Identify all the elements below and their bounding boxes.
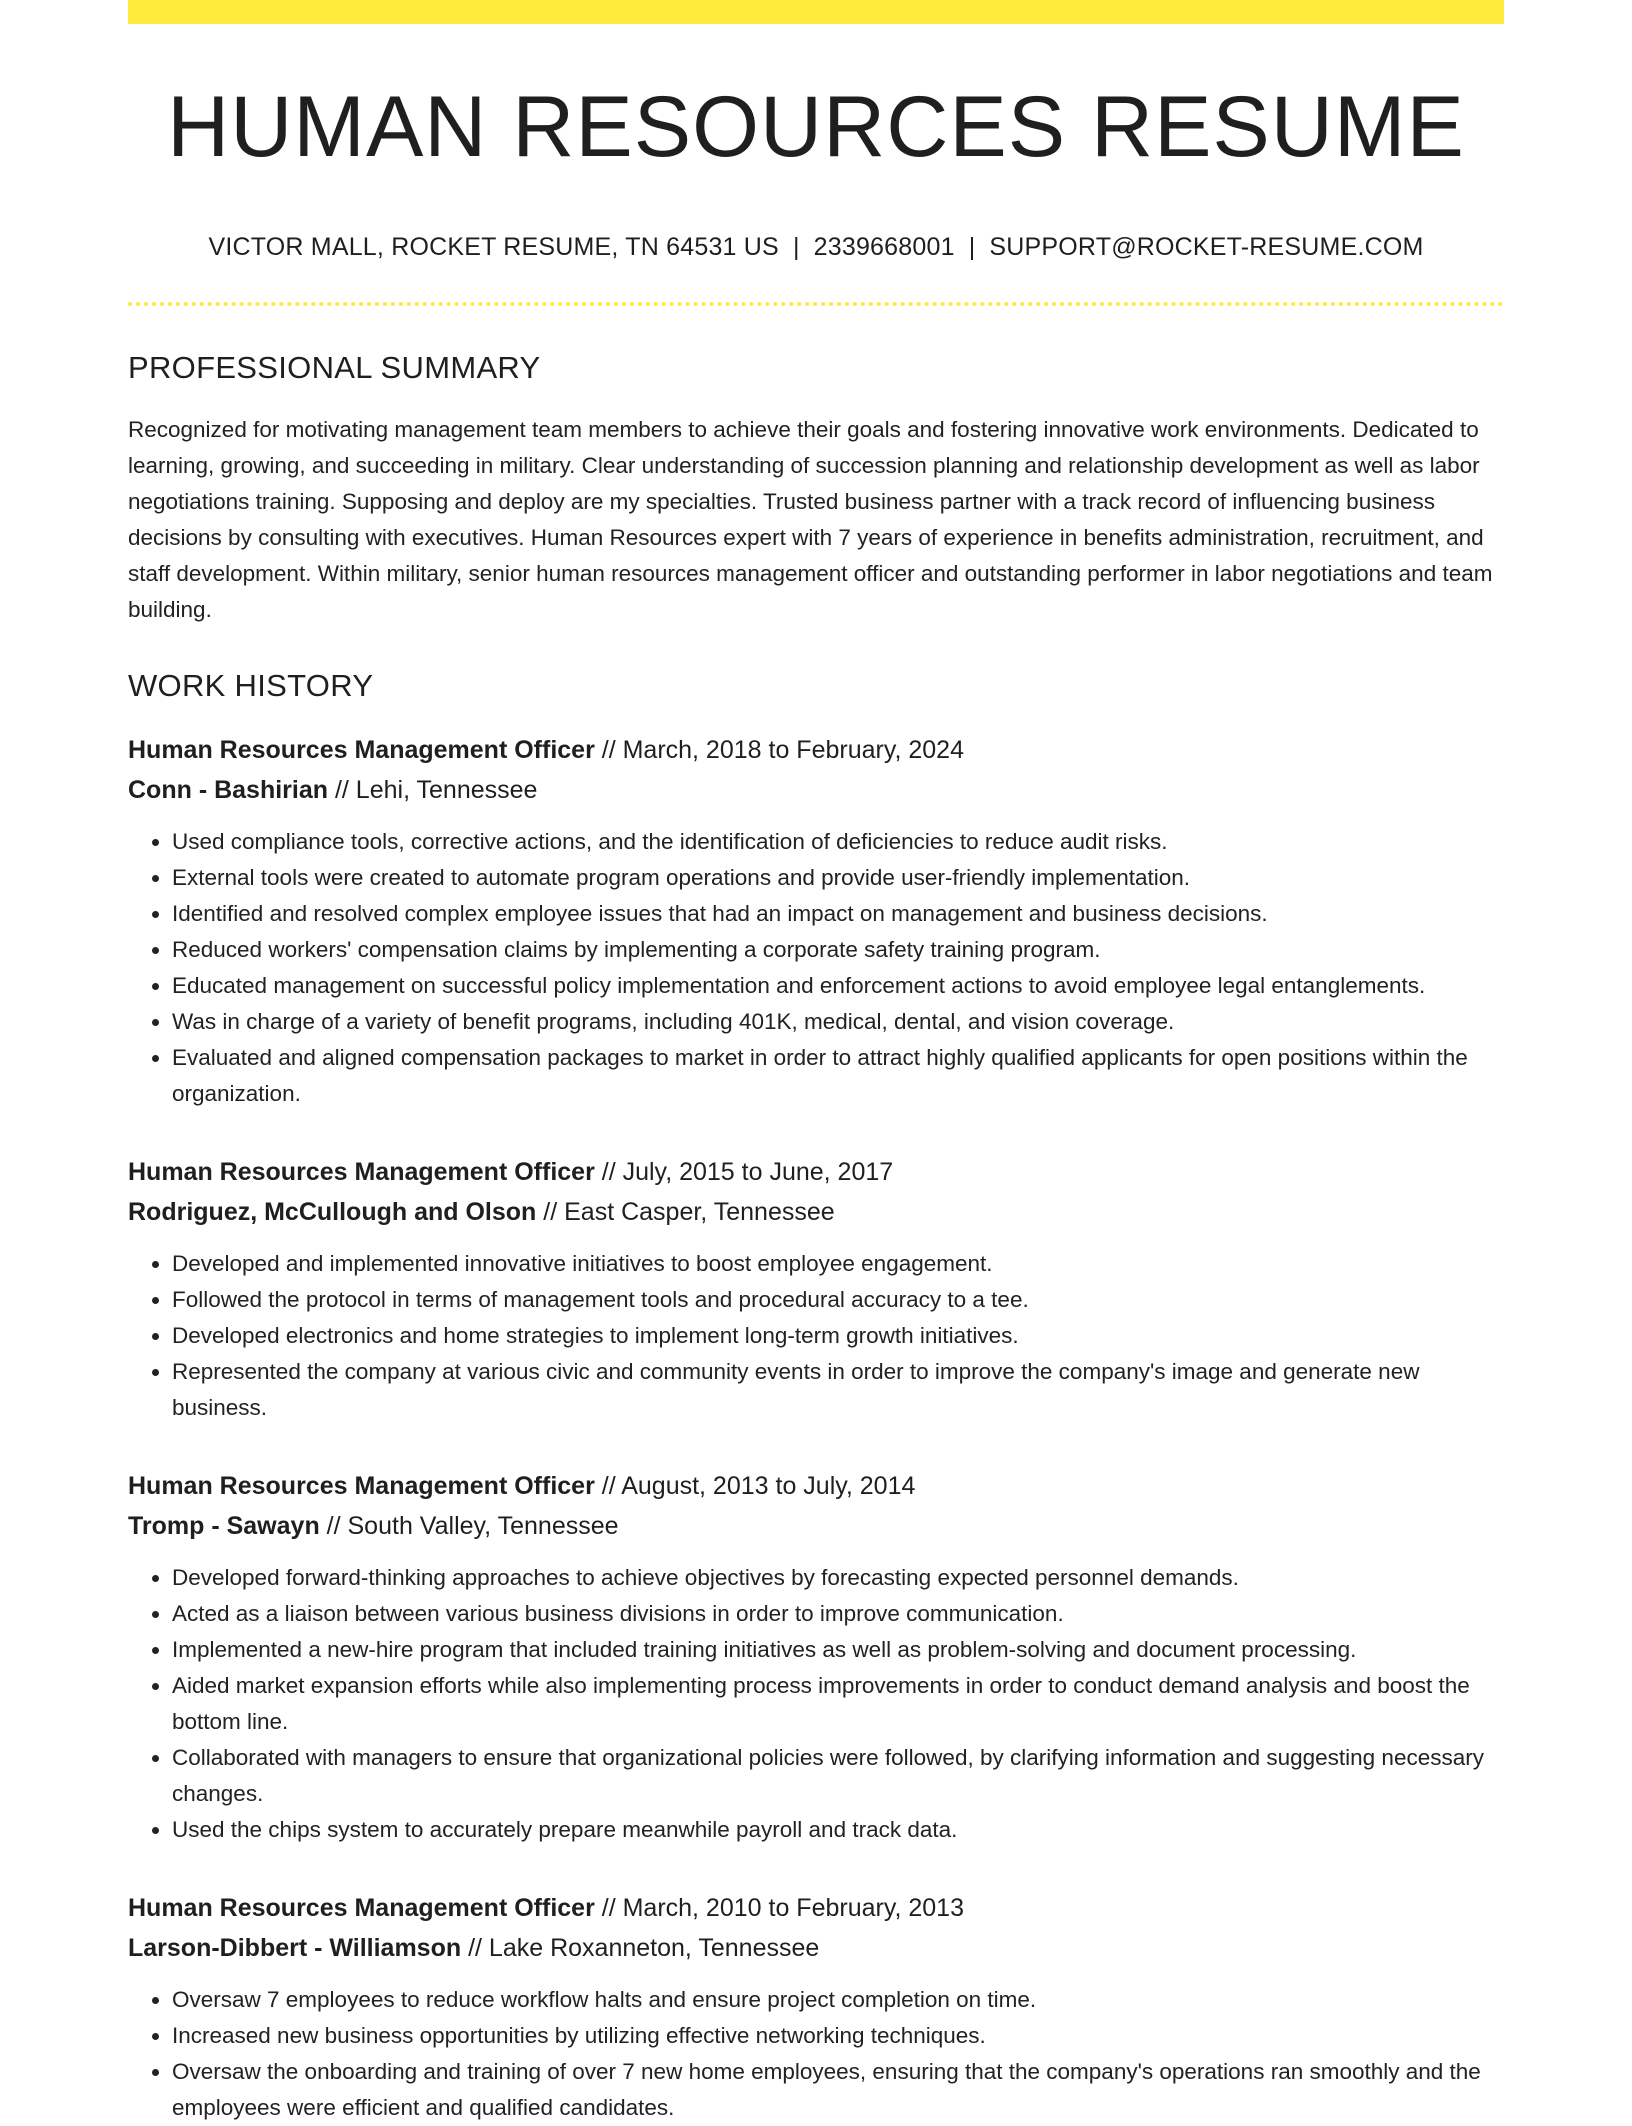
contact-separator: | — [792, 232, 800, 261]
top-accent-bar — [128, 0, 1504, 24]
job-title: Human Resources Management Officer — [128, 1157, 595, 1186]
job-bullets — [128, 1246, 1504, 1426]
job-location: // Lehi, Tennessee — [334, 775, 538, 804]
list-item: • Was in charge of a variety of benefit programs, including 401K, medical, dental, and vision coverage. — [172, 1004, 1504, 1040]
summary-heading: PROFESSIONAL SUMMARY — [128, 349, 541, 385]
job-bullets — [128, 1560, 1504, 1848]
dotted-divider — [128, 302, 1504, 306]
list-item: • External tools were created to automate program operations and provide user-friendly implementation. — [172, 860, 1504, 896]
list-item: • Educated management on successful policy implementation and enforcement actions to avoid employee legal entanglements. — [172, 968, 1504, 1004]
job-location: // South Valley, Tennessee — [326, 1511, 619, 1540]
job-entry — [128, 1152, 1504, 1426]
job-company-line — [128, 1506, 1504, 1546]
job-title-line — [128, 1152, 1504, 1192]
job-title-line — [128, 730, 1504, 770]
job-entry — [128, 1888, 1504, 2126]
job-title: Human Resources Management Officer — [128, 1893, 595, 1922]
list-item: • Developed forward-thinking approaches to achieve objectives by forecasting expected personnel demands. — [172, 1560, 1504, 1596]
job-company-line — [128, 1928, 1504, 1968]
job-company-line — [128, 770, 1504, 810]
job-title-line — [128, 1466, 1504, 1506]
resume-title: HUMAN RESOURCES RESUME — [167, 79, 1465, 175]
job-dates: // July, 2015 to June, 2017 — [601, 1157, 894, 1186]
job-company-line — [128, 1192, 1504, 1232]
contact-line — [128, 233, 1504, 262]
list-item: • Reduced workers' compensation claims by implementing a corporate safety training program. — [172, 932, 1504, 968]
job-entry — [128, 1466, 1504, 1848]
job-location: // East Casper, Tennessee — [543, 1197, 835, 1226]
contact-email: SUPPORT@ROCKET-RESUME.COM — [989, 232, 1424, 261]
job-company: Rodriguez, McCullough and Olson — [128, 1197, 537, 1226]
list-item: • Followed the protocol in terms of management tools and procedural accuracy to a tee. — [172, 1282, 1504, 1318]
list-item: • Increased new business opportunities by utilizing effective networking techniques. — [172, 2018, 1504, 2054]
list-item: • Used compliance tools, corrective actions, and the identification of deficiencies to reduce audit risks. — [172, 824, 1504, 860]
job-company: Larson-Dibbert - Williamson — [128, 1933, 462, 1962]
work-history-heading: WORK HISTORY — [128, 667, 374, 703]
list-item: • Collaborated with managers to ensure that organizational policies were followed, by clarifying information and suggesting necessary changes. — [172, 1740, 1504, 1812]
job-location: // Lake Roxanneton, Tennessee — [468, 1933, 820, 1962]
job-bullets — [128, 1982, 1504, 2126]
contact-phone: 2339668001 — [813, 232, 955, 261]
summary-text: Recognized for motivating management team members to achieve their goals and fostering innovative work environments. Dedicated to learning, growing, and succeeding in military. Clear understanding of succession planning and relationship development as well as labor negotiations training. Supposing and deploy are my specialties. Trusted business partner with a track record of influencing business decisions by consulting with executives. Human Resources expert with 7 years of experience in benefits administration, recruitment, and staff development. Within military, senior human resources management officer and outstanding performer in labor negotiations and team building. — [128, 416, 1493, 622]
job-title: Human Resources Management Officer — [128, 735, 595, 764]
job-company: Conn - Bashirian — [128, 775, 329, 804]
resume-page — [128, 0, 1504, 2126]
list-item: • Used the chips system to accurately prepare meanwhile payroll and track data. — [172, 1812, 1504, 1848]
list-item: • Identified and resolved complex employee issues that had an impact on management and business decisions. — [172, 896, 1504, 932]
job-dates: // August, 2013 to July, 2014 — [601, 1471, 916, 1500]
list-item: • Evaluated and aligned compensation packages to market in order to attract highly qualified applicants for open positions within the organization. — [172, 1040, 1504, 1112]
list-item: • Oversaw the onboarding and training of over 7 new home employees, ensuring that the company's operations ran smoothly and the employees were efficient and qualified candidates. — [172, 2054, 1504, 2126]
contact-address: VICTOR MALL, ROCKET RESUME, TN 64531 US — [208, 232, 779, 261]
job-bullets — [128, 824, 1504, 1112]
job-dates: // March, 2010 to February, 2013 — [601, 1893, 964, 1922]
list-item: • Represented the company at various civic and community events in order to improve the company's image and generate new business. — [172, 1354, 1504, 1426]
job-entry — [128, 730, 1504, 1112]
list-item: • Developed electronics and home strategies to implement long-term growth initiatives. — [172, 1318, 1504, 1354]
contact-separator: | — [968, 232, 976, 261]
job-title: Human Resources Management Officer — [128, 1471, 595, 1500]
list-item: • Developed and implemented innovative initiatives to boost employee engagement. — [172, 1246, 1504, 1282]
list-item: • Acted as a liaison between various business divisions in order to improve communication. — [172, 1596, 1504, 1632]
job-title-line — [128, 1888, 1504, 1928]
job-dates: // March, 2018 to February, 2024 — [601, 735, 964, 764]
list-item: • Oversaw 7 employees to reduce workflow halts and ensure project completion on time. — [172, 1982, 1504, 2018]
list-item: • Implemented a new-hire program that included training initiatives as well as problem-solving and document processing. — [172, 1632, 1504, 1668]
job-company: Tromp - Sawayn — [128, 1511, 320, 1540]
list-item: • Aided market expansion efforts while also implementing process improvements in order to conduct demand analysis and boost the bottom line. — [172, 1668, 1504, 1740]
